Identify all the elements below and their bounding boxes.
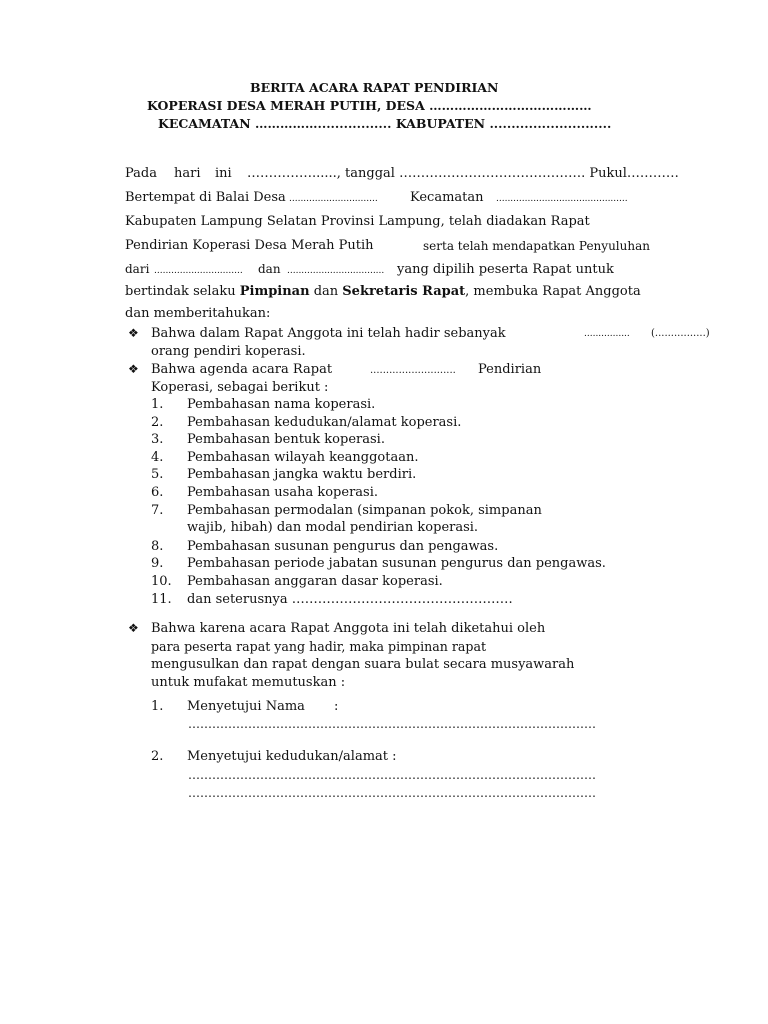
agenda-item-number: 10. (151, 574, 172, 589)
intro-dipilih: yang dipilih peserta Rapat untuk (397, 262, 614, 277)
bullet-3-line-3: mengusulkan dan rapat dengan suara bulat secara musyawarah (151, 657, 575, 672)
bullet-2-pendirian: Pendirian (478, 362, 542, 377)
bullet-3-line-1: Bahwa karena acara Rapat Anggota ini telah diketahui oleh (151, 621, 546, 636)
agenda-item-text: Pembahasan wilayah keanggotaan. (187, 450, 419, 465)
decision-1-label: Menyetujui Nama (187, 699, 305, 714)
agenda-item-text: wajib, hibah) dan modal pendirian koperasi. (187, 520, 479, 535)
bullet-1-count-words: (................) (651, 328, 710, 339)
bullet-1-text-2: orang pendiri koperasi. (151, 344, 306, 359)
bullet-2-text-2: Koperasi, sebagai berikut : (151, 380, 329, 395)
intro-dan-2: dan (309, 284, 343, 299)
intro-bertindak (125, 284, 641, 299)
agenda-item-number: 7. (151, 503, 164, 518)
agenda-item-text: Pembahasan jangka waktu berdiri. (187, 467, 417, 482)
title-line-2: KOPERASI DESA MERAH PUTIH, DESA ………………………………… (147, 98, 592, 113)
title-line-1: BERITA ACARA RAPAT PENDIRIAN (250, 80, 499, 95)
intro-kecamatan: Kecamatan (410, 190, 484, 205)
intro-bertindak-text: bertindak selaku (125, 284, 240, 299)
agenda-item-text: Pembahasan usaha koperasi. (187, 485, 379, 500)
agenda-item-text: Pembahasan susunan pengurus dan pengawas. (187, 539, 499, 554)
agenda-item-text: dan seterusnya …………………………………………… (187, 592, 513, 607)
agenda-item-text: Pembahasan periode jabatan susunan pengurus dan pengawas. (187, 556, 606, 571)
agenda-item-number: 8. (151, 539, 164, 554)
intro-hari: hari (174, 166, 201, 181)
decision-2-label: Menyetujui kedudukan/alamat : (187, 749, 397, 764)
agenda-item-number: 11. (151, 592, 172, 607)
intro-dan-dots: .................................. (287, 266, 385, 276)
decision-2-dots-2: ………………………………………………………………………………………… (188, 786, 596, 800)
agenda-item-number: 6. (151, 485, 164, 500)
agenda-item-text: Pembahasan anggaran dasar koperasi. (187, 574, 443, 589)
decision-1-dots: ………………………………………………………………………………………… (188, 717, 596, 731)
intro-dari: dari (125, 262, 150, 276)
intro-pendirian: Pendirian Koperasi Desa Merah Putih (125, 238, 374, 253)
intro-penyuluhan: serta telah mendapatkan Penyuluhan (423, 239, 650, 253)
diamond-bullet-icon: ❖ (128, 621, 139, 635)
agenda-item-number: 4. (151, 450, 164, 465)
intro-ini: ini (215, 166, 232, 181)
bullet-3-line-2: para peserta rapat yang hadir, maka pimpinan rapat (151, 639, 487, 654)
agenda-item-number: 2. (151, 415, 164, 430)
bullet-1-text: Bahwa dalam Rapat Anggota ini telah hadir sebanyak (151, 326, 506, 341)
intro-membuka: , membuka Rapat Anggota (465, 284, 641, 299)
intro-desa-dots: ............................... (289, 194, 378, 204)
intro-kecamatan-dots: .............................................. (496, 194, 628, 204)
diamond-bullet-icon: ❖ (128, 362, 139, 376)
intro-pada: Pada (125, 166, 157, 181)
agenda-item-number: 3. (151, 432, 164, 447)
bullet-3-line-4: untuk mufakat memutuskan : (151, 675, 346, 690)
agenda-item-number: 5. (151, 467, 164, 482)
agenda-item-text: Pembahasan bentuk koperasi. (187, 432, 385, 447)
intro-kabupaten-line: Kabupaten Lampung Selatan Provinsi Lampung, telah diadakan Rapat (125, 214, 590, 229)
intro-sekretaris: Sekretaris Rapat (342, 284, 466, 299)
title-line-3: KECAMATAN ……………................. KABUPATEN ............................ (158, 116, 612, 131)
agenda-item-text: Pembahasan nama koperasi. (187, 397, 376, 412)
agenda-item-number: 9. (151, 556, 164, 571)
intro-balai-desa: Bertempat di Balai Desa (125, 190, 286, 205)
bullet-1-count-dots: ................ (584, 329, 630, 339)
bullet-2-dots: ........................... (370, 365, 456, 376)
intro-date-line: ……………......, tanggal ……………………………………. Pukul………… (247, 166, 679, 181)
intro-dan: dan (258, 262, 281, 276)
decision-2-dots-1: ………………………………………………………………………………………… (188, 768, 596, 782)
agenda-item-number: 1. (151, 397, 164, 412)
intro-pimpinan: Pimpinan (239, 284, 310, 299)
agenda-item-text: Pembahasan permodalan (simpanan pokok, simpanan (187, 503, 542, 518)
diamond-bullet-icon: ❖ (128, 326, 139, 340)
bullet-2-text: Bahwa agenda acara Rapat (151, 362, 333, 377)
intro-dari-dots: ............................... (154, 266, 243, 276)
decision-1-number: 1. (151, 699, 164, 714)
intro-memberitahukan: dan memberitahukan: (125, 306, 271, 321)
decision-1-colon: : (334, 699, 339, 714)
decision-2-number: 2. (151, 749, 164, 764)
agenda-item-text: Pembahasan kedudukan/alamat koperasi. (187, 415, 462, 430)
